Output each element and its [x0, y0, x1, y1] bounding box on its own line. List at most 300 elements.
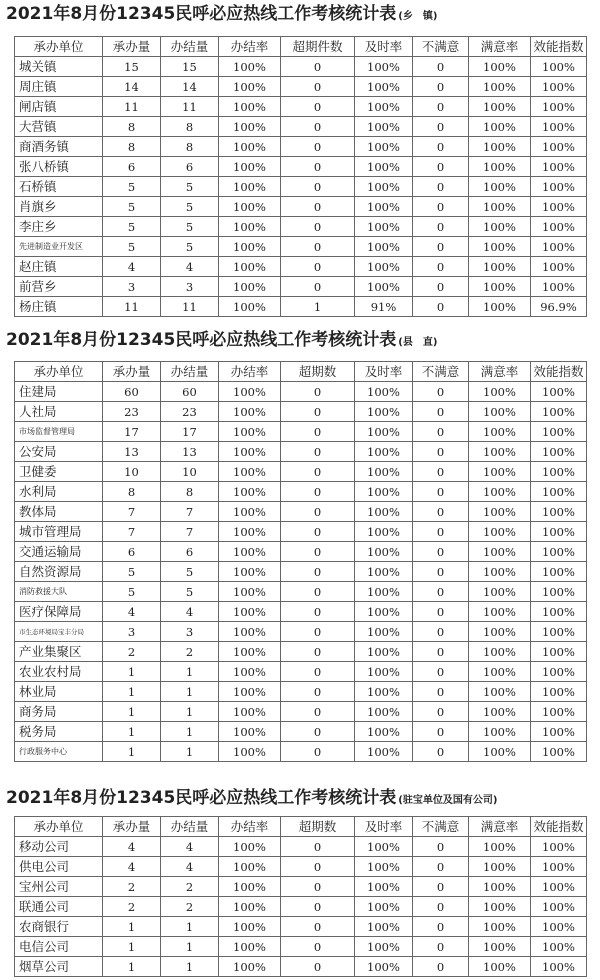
table-cell: 0: [281, 602, 355, 622]
table-cell: 0: [413, 917, 469, 937]
table-cell: 100%: [531, 137, 587, 157]
table-row: [15, 462, 587, 482]
unit-name-cell: 税务局: [15, 722, 103, 742]
table-cell: 0: [413, 702, 469, 722]
table-cell: 100%: [469, 877, 531, 897]
column-header: 承办量: [103, 362, 161, 382]
table-cell: 17: [103, 422, 161, 442]
unit-name-cell: 肖旗乡: [15, 197, 103, 217]
table-header-row: [15, 362, 587, 382]
unit-name-cell: 前营乡: [15, 277, 103, 297]
table-cell: 100%: [531, 382, 587, 402]
table-cell: 100%: [355, 857, 413, 877]
table-cell: 100%: [355, 662, 413, 682]
table-row: [15, 522, 587, 542]
unit-name-cell: 张八桥镇: [15, 157, 103, 177]
table-cell: 1: [103, 917, 161, 937]
table-cell: 15: [161, 57, 219, 77]
unit-name-cell: 医疗保障局: [15, 602, 103, 622]
table-cell: 100%: [469, 562, 531, 582]
table-cell: 0: [281, 837, 355, 857]
table-cell: 1: [103, 662, 161, 682]
column-header: 不满意: [413, 817, 469, 837]
table-cell: 0: [413, 602, 469, 622]
table-cell: 100%: [355, 957, 413, 977]
table-cell: 0: [413, 622, 469, 642]
table-cell: 5: [103, 217, 161, 237]
unit-name-cell: 赵庄镇: [15, 257, 103, 277]
table-cell: 100%: [219, 157, 281, 177]
table-cell: 100%: [469, 702, 531, 722]
table-cell: 100%: [355, 582, 413, 602]
unit-name-cell: 电信公司: [15, 937, 103, 957]
table-cell: 100%: [469, 857, 531, 877]
table-cell: 10: [103, 462, 161, 482]
table-cell: 7: [161, 522, 219, 542]
table-row: [15, 702, 587, 722]
table-cell: 0: [281, 917, 355, 937]
table-cell: 100%: [355, 622, 413, 642]
table-cell: 0: [281, 137, 355, 157]
table-row: [15, 442, 587, 462]
table-cell: 0: [281, 642, 355, 662]
table-cell: 100%: [531, 702, 587, 722]
table-title-text: 2021年8月份12345民呼必应热线工作考核统计表: [6, 788, 397, 808]
table-cell: 100%: [355, 562, 413, 582]
table-cell: 5: [103, 237, 161, 257]
table-cell: 0: [413, 582, 469, 602]
column-header: 满意率: [469, 362, 531, 382]
table-title-text: 2021年8月份12345民呼必应热线工作考核统计表: [6, 4, 397, 24]
unit-name-cell: 周庄镇: [15, 77, 103, 97]
table-row: [15, 857, 587, 877]
table-cell: 14: [161, 77, 219, 97]
table-cell: 3: [103, 277, 161, 297]
table-cell: 0: [413, 422, 469, 442]
table-row: [15, 297, 587, 317]
table-cell: 100%: [531, 57, 587, 77]
table-cell: 100%: [355, 177, 413, 197]
table-cell: 1: [161, 662, 219, 682]
unit-name-cell: 市生态环境局宝丰分局: [15, 622, 103, 642]
table-cell: 13: [103, 442, 161, 462]
table-cell: 7: [161, 502, 219, 522]
table-row: [15, 542, 587, 562]
table-cell: 100%: [469, 422, 531, 442]
table-cell: 100%: [531, 402, 587, 422]
column-header: 承办单位: [15, 362, 103, 382]
column-header: 办结量: [161, 817, 219, 837]
table-cell: 100%: [531, 742, 587, 762]
table-cell: 100%: [219, 382, 281, 402]
table-cell: 11: [161, 97, 219, 117]
table-cell: 0: [413, 177, 469, 197]
table-cell: 5: [161, 562, 219, 582]
table-cell: 5: [161, 237, 219, 257]
table-cell: 0: [413, 722, 469, 742]
table-cell: 0: [413, 297, 469, 317]
table-cell: 100%: [219, 297, 281, 317]
unit-name-cell: 大营镇: [15, 117, 103, 137]
table-cell: 0: [281, 57, 355, 77]
table-cell: 100%: [469, 542, 531, 562]
table-cell: 100%: [531, 462, 587, 482]
table-cell: 100%: [469, 197, 531, 217]
table-title: [6, 330, 437, 353]
table-cell: 0: [281, 897, 355, 917]
table-cell: 100%: [219, 562, 281, 582]
column-header: 超期数: [281, 817, 355, 837]
table-cell: 100%: [355, 77, 413, 97]
table-cell: 100%: [219, 482, 281, 502]
table-cell: 100%: [219, 177, 281, 197]
table-cell: 100%: [219, 502, 281, 522]
table-cell: 0: [413, 522, 469, 542]
table-cell: 100%: [355, 422, 413, 442]
unit-name-cell: 教体局: [15, 502, 103, 522]
table-cell: 100%: [531, 157, 587, 177]
table-row: [15, 382, 587, 402]
table-cell: 5: [103, 582, 161, 602]
table-cell: 100%: [469, 57, 531, 77]
unit-name-cell: 闸店镇: [15, 97, 103, 117]
table-cell: 100%: [355, 602, 413, 622]
table-cell: 100%: [219, 877, 281, 897]
table-row: [15, 682, 587, 702]
table-cell: 1: [103, 702, 161, 722]
table-title-text: 2021年8月份12345民呼必应热线工作考核统计表: [6, 330, 397, 350]
table-cell: 100%: [219, 237, 281, 257]
table-cell: 100%: [219, 422, 281, 442]
table-cell: 0: [281, 622, 355, 642]
table-cell: 100%: [531, 117, 587, 137]
stats-table: [14, 361, 587, 762]
table-cell: 6: [103, 157, 161, 177]
table-cell: 0: [413, 77, 469, 97]
column-header: 及时率: [355, 362, 413, 382]
table-cell: 100%: [469, 682, 531, 702]
table-cell: 100%: [531, 277, 587, 297]
table-cell: 100%: [355, 442, 413, 462]
table-cell: 100%: [219, 857, 281, 877]
table-cell: 0: [281, 177, 355, 197]
table-cell: 8: [161, 117, 219, 137]
table-cell: 100%: [355, 57, 413, 77]
table-cell: 8: [161, 482, 219, 502]
table-cell: 100%: [531, 442, 587, 462]
table-cell: 100%: [355, 542, 413, 562]
table-cell: 100%: [355, 257, 413, 277]
table-cell: 100%: [531, 837, 587, 857]
table-cell: 0: [413, 857, 469, 877]
table-cell: 0: [281, 422, 355, 442]
table-cell: 100%: [355, 937, 413, 957]
table-cell: 100%: [219, 117, 281, 137]
column-header: 承办量: [103, 37, 161, 57]
table-cell: 0: [413, 57, 469, 77]
table-cell: 100%: [219, 277, 281, 297]
table-cell: 6: [103, 542, 161, 562]
table-cell: 0: [413, 877, 469, 897]
table-cell: 100%: [531, 482, 587, 502]
unit-name-cell: 宝州公司: [15, 877, 103, 897]
table-cell: 100%: [219, 582, 281, 602]
unit-name-cell: 产业集聚区: [15, 642, 103, 662]
table-cell: 2: [161, 877, 219, 897]
table-cell: 100%: [355, 722, 413, 742]
table-cell: 0: [413, 957, 469, 977]
table-cell: 100%: [355, 97, 413, 117]
column-header: 效能指数: [531, 362, 587, 382]
table-cell: 100%: [219, 897, 281, 917]
table-cell: 0: [413, 662, 469, 682]
table-cell: 0: [413, 837, 469, 857]
table-cell: 8: [103, 482, 161, 502]
column-header: 办结率: [219, 817, 281, 837]
table-cell: 100%: [355, 682, 413, 702]
table-cell: 100%: [219, 97, 281, 117]
table-row: [15, 217, 587, 237]
table-cell: 100%: [355, 877, 413, 897]
table-cell: 100%: [469, 137, 531, 157]
unit-name-cell: 石桥镇: [15, 177, 103, 197]
table-cell: 5: [103, 562, 161, 582]
table-cell: 8: [161, 137, 219, 157]
table-cell: 100%: [469, 402, 531, 422]
table-cell: 100%: [531, 682, 587, 702]
table-cell: 100%: [219, 837, 281, 857]
table-cell: 8: [103, 117, 161, 137]
table-cell: 100%: [531, 722, 587, 742]
table-cell: 100%: [219, 622, 281, 642]
table-cell: 0: [281, 937, 355, 957]
table-cell: 0: [413, 217, 469, 237]
table-cell: 100%: [219, 57, 281, 77]
column-header: 及时率: [355, 37, 413, 57]
table-cell: 100%: [531, 522, 587, 542]
table-cell: 100%: [531, 897, 587, 917]
table-subtitle: (县 直): [398, 337, 438, 348]
table-cell: 0: [413, 642, 469, 662]
table-cell: 1: [103, 682, 161, 702]
table-cell: 100%: [219, 77, 281, 97]
table-cell: 100%: [219, 402, 281, 422]
unit-name-cell: 先进制造业开发区: [15, 237, 103, 257]
table-cell: 100%: [469, 237, 531, 257]
table-cell: 1: [103, 742, 161, 762]
table-cell: 96.9%: [531, 297, 587, 317]
unit-name-cell: 人社局: [15, 402, 103, 422]
table-row: [15, 602, 587, 622]
table-cell: 0: [281, 117, 355, 137]
table-row: [15, 77, 587, 97]
table-cell: 100%: [219, 442, 281, 462]
table-cell: 0: [281, 502, 355, 522]
table-cell: 0: [281, 217, 355, 237]
table-cell: 100%: [469, 482, 531, 502]
table-cell: 0: [281, 277, 355, 297]
table-row: [15, 237, 587, 257]
table-cell: 100%: [355, 277, 413, 297]
table-cell: 100%: [469, 502, 531, 522]
table-cell: 100%: [219, 937, 281, 957]
table-cell: 15: [103, 57, 161, 77]
table-cell: 100%: [219, 642, 281, 662]
unit-name-cell: 杨庄镇: [15, 297, 103, 317]
column-header: 及时率: [355, 817, 413, 837]
table-cell: 100%: [469, 917, 531, 937]
table-cell: 100%: [355, 837, 413, 857]
column-header: 承办单位: [15, 817, 103, 837]
unit-name-cell: 交通运输局: [15, 542, 103, 562]
table-cell: 100%: [469, 957, 531, 977]
table-cell: 100%: [355, 502, 413, 522]
table-cell: 14: [103, 77, 161, 97]
table-row: [15, 622, 587, 642]
column-header: 超期数: [281, 362, 355, 382]
table-cell: 100%: [531, 582, 587, 602]
table-cell: 7: [103, 502, 161, 522]
table-row: [15, 642, 587, 662]
table-subtitle: (驻宝单位及国有公司): [398, 795, 498, 806]
table-cell: 100%: [469, 217, 531, 237]
table-cell: 0: [413, 442, 469, 462]
table-cell: 3: [103, 622, 161, 642]
table-row: [15, 137, 587, 157]
table-cell: 100%: [355, 117, 413, 137]
table-cell: 0: [413, 682, 469, 702]
table-cell: 100%: [469, 602, 531, 622]
table-cell: 1: [161, 722, 219, 742]
unit-name-cell: 农商银行: [15, 917, 103, 937]
unit-name-cell: 移动公司: [15, 837, 103, 857]
table-cell: 100%: [355, 897, 413, 917]
table-cell: 100%: [531, 602, 587, 622]
table-cell: 0: [413, 562, 469, 582]
unit-name-cell: 林业局: [15, 682, 103, 702]
table-cell: 100%: [219, 662, 281, 682]
column-header: 办结率: [219, 362, 281, 382]
table-cell: 6: [161, 157, 219, 177]
table-cell: 4: [161, 857, 219, 877]
table-cell: 0: [281, 662, 355, 682]
table-cell: 0: [413, 937, 469, 957]
table-cell: 100%: [219, 217, 281, 237]
table-cell: 100%: [531, 502, 587, 522]
table-cell: 100%: [469, 297, 531, 317]
table-cell: 100%: [531, 77, 587, 97]
table-cell: 100%: [469, 662, 531, 682]
table-cell: 0: [281, 157, 355, 177]
table-cell: 0: [281, 542, 355, 562]
table-cell: 100%: [469, 117, 531, 137]
table-cell: 0: [413, 482, 469, 502]
table-row: [15, 502, 587, 522]
table-cell: 0: [281, 877, 355, 897]
table-cell: 100%: [469, 382, 531, 402]
table-cell: 100%: [469, 722, 531, 742]
table-cell: 0: [413, 897, 469, 917]
unit-name-cell: 供电公司: [15, 857, 103, 877]
table-cell: 100%: [469, 937, 531, 957]
table-row: [15, 197, 587, 217]
column-header: 承办量: [103, 817, 161, 837]
table-title: [6, 4, 437, 27]
column-header: 效能指数: [531, 817, 587, 837]
unit-name-cell: 市场监督管理局: [15, 422, 103, 442]
column-header: 承办单位: [15, 37, 103, 57]
table-row: [15, 177, 587, 197]
table-cell: 0: [413, 257, 469, 277]
table-cell: 0: [413, 137, 469, 157]
table-cell: 100%: [469, 442, 531, 462]
table-cell: 4: [103, 257, 161, 277]
table-cell: 0: [281, 482, 355, 502]
table-cell: 1: [161, 917, 219, 937]
table-cell: 100%: [355, 462, 413, 482]
unit-name-cell: 水利局: [15, 482, 103, 502]
unit-name-cell: 城市管理局: [15, 522, 103, 542]
table-cell: 0: [281, 702, 355, 722]
table-cell: 23: [161, 402, 219, 422]
table-cell: 100%: [355, 482, 413, 502]
table-cell: 100%: [531, 197, 587, 217]
table-cell: 100%: [531, 642, 587, 662]
table-cell: 100%: [531, 177, 587, 197]
table-cell: 100%: [355, 742, 413, 762]
unit-name-cell: 烟草公司: [15, 957, 103, 977]
table-row: [15, 582, 587, 602]
table-cell: 11: [161, 297, 219, 317]
table-cell: 100%: [469, 642, 531, 662]
table-cell: 1: [161, 742, 219, 762]
unit-name-cell: 住建局: [15, 382, 103, 402]
table-row: [15, 897, 587, 917]
column-header: 超期件数: [281, 37, 355, 57]
table-cell: 100%: [531, 622, 587, 642]
table-cell: 1: [281, 297, 355, 317]
table-cell: 0: [413, 502, 469, 522]
table-cell: 100%: [531, 97, 587, 117]
table-cell: 4: [103, 837, 161, 857]
table-cell: 100%: [355, 137, 413, 157]
table-cell: 4: [161, 837, 219, 857]
unit-name-cell: 农业农村局: [15, 662, 103, 682]
table-cell: 5: [103, 177, 161, 197]
table-row: [15, 837, 587, 857]
table-cell: 100%: [469, 157, 531, 177]
table-cell: 1: [161, 957, 219, 977]
table-header-row: [15, 37, 587, 57]
table-row: [15, 402, 587, 422]
table-row: [15, 562, 587, 582]
table-cell: 100%: [469, 522, 531, 542]
column-header: 效能指数: [531, 37, 587, 57]
table-cell: 4: [161, 602, 219, 622]
table-row: [15, 277, 587, 297]
unit-name-cell: 商酒务镇: [15, 137, 103, 157]
table-cell: 2: [103, 642, 161, 662]
table-cell: 0: [281, 957, 355, 977]
table-cell: 4: [103, 602, 161, 622]
table-cell: 2: [103, 877, 161, 897]
table-cell: 0: [281, 382, 355, 402]
unit-name-cell: 李庄乡: [15, 217, 103, 237]
table-cell: 0: [281, 237, 355, 257]
table-cell: 0: [281, 522, 355, 542]
stats-table: [14, 816, 587, 977]
table-cell: 100%: [355, 702, 413, 722]
